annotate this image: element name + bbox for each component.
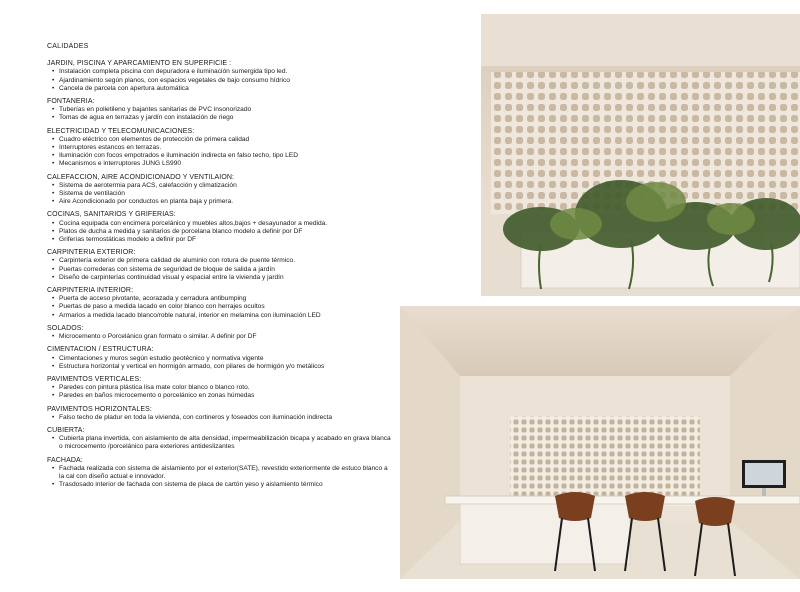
spec-section [47,211,392,244]
list-item: • Cocina equipada con encimera porcelánico y muebles altos,bajos + desayunador a medida. [59,220,392,228]
document-title: CALIDADES [47,43,89,50]
section-items [47,465,392,490]
section-items [47,333,392,341]
list-item: • Cancela de parcela con apertura automática [59,85,392,93]
section-heading: SOLADOS: [47,324,84,332]
list-item: • Tuberías en polietileno y bajantes sanitarias de PVC insonorizado [59,106,392,114]
spec-section [47,346,392,371]
specifications-list [47,43,392,494]
section-heading: CUBIERTA: [47,426,85,434]
list-item: • Cimentaciones y muros según estudio geotécnico y normativa vigente [59,355,392,363]
list-item: • Puerta de acceso pivotante, acorazada y cerradura antibumping [59,295,392,303]
list-item: • Diseño de carpinterías continuidad visual y espacial entre la vivienda y jardín [59,274,392,282]
list-item: • Interruptores estancos en terrazas. [59,144,392,152]
list-item: • Tomas de agua en terrazas y jardín con instalación de riego [59,114,392,122]
list-item: • Platos de ducha a medida y sanitarios de porcelana blanco modelo a definir por DF [59,228,392,236]
list-item: • Ajardinamiento según planos, con espacios vegetales de bajo consumo hídrico [59,77,392,85]
spec-section [47,325,392,341]
list-item: • Fachada realizada con sistema de aislamiento por el exterior(SATE), revestido exteriormente de estuco blanco a la cal con diseño actual e innovador. [59,465,392,481]
section-heading: PAVIMENTOS HORIZONTALES: [47,405,152,413]
list-item: • Carpintería exterior de primera calidad de aluminio con rotura de puente térmico. [59,257,392,265]
list-item: • Cuadro eléctrico con elementos de protección de primera calidad [59,136,392,144]
lattice-wall-image [481,14,800,296]
section-heading: FACHADA: [47,456,83,464]
interior-image [400,306,800,579]
list-item: • Paredes con pintura plástica lisa mate color blanco o blanco roto. [59,384,392,392]
section-items [47,136,392,169]
section-heading: CARPINTERIA EXTERIOR: [47,249,136,257]
list-item: • Sistema de aerotermia para ACS, calefacción y climatización [59,182,392,190]
section-items [47,355,392,371]
section-items [47,106,392,122]
list-item: • Aire Acondicionado por conductos en planta baja y primera. [59,198,392,206]
section-items [47,384,392,400]
lattice-wall-planter-photo [481,14,800,296]
section-items [47,414,392,422]
list-item: • Microcemento o Porcelánico gran formato o similar. A definir por DF [59,333,392,341]
section-heading: JARDIN, PISCINA Y APARCAMIENTO EN SUPERFICIE : [47,60,232,68]
spec-section [47,457,392,490]
section-items [47,182,392,207]
spec-section [47,249,392,282]
sections-container [47,60,392,489]
list-item: • Falso techo de pladur en toda la vivienda, con cortineros y foseados con iluminación indirecta [59,414,392,422]
list-item: • Paredes en baños microcemento o porcelánico en zonas húmedas [59,392,392,400]
section-heading: CALEFACCION, AIRE ACONDICIONADO Y VENTILAION: [47,173,235,181]
interior-desk-chairs-photo [400,306,800,579]
list-item: • Mecanismos e interruptores JUNG LS990 [59,160,392,168]
list-item: • Sistema de ventilación [59,190,392,198]
list-item: • Armarios a medida lacado blanco/roble natural, interior en melamina con iluminación LED [59,312,392,320]
section-heading: ELECTRICIDAD Y TELECOMUNICACIONES: [47,127,195,135]
spec-section [47,406,392,422]
list-item: • Puertas de paso a medida lacado en color blanco con herrajes ocultos [59,303,392,311]
section-heading: PAVIMENTOS VERTICALES: [47,375,142,383]
watermark: habitaclia [334,280,447,305]
section-items [47,257,392,282]
list-item: • Iluminación con focos empotrados e iluminación indirecta en falso techo, tipo LED [59,152,392,160]
list-item: • Puertas correderas con sistema de seguridad de bloque de salida a jardín [59,266,392,274]
section-items [47,435,392,451]
spec-section [47,128,392,169]
section-heading: CIMENTACION / ESTRUCTURA: [47,346,154,354]
section-heading: CARPINTERIA INTERIOR: [47,287,134,295]
spec-section [47,427,392,452]
list-item: • Trasdosado interior de fachada con sistema de placa de cartón yeso y aislamiento térmico [59,481,392,489]
section-items [47,220,392,245]
section-heading: COCINAS, SANITARIOS Y GRIFERIAS: [47,211,176,219]
spec-section [47,60,392,93]
list-item: • Griferías termostáticas modelo a definir por DF [59,236,392,244]
list-item: • Estructura horizontal y vertical en hormigón armado, con pilares de hormigón y/o metálicos [59,363,392,371]
list-item: • Instalación completa piscina con depuradora e iluminación sumergida tipo led. [59,68,392,76]
spec-section [47,98,392,123]
section-heading: FONTANERIA: [47,98,95,106]
section-items [47,68,392,93]
list-item: • Cubierta plana invertida, con aislamiento de alta densidad, impermeabilización bicapa y acabado en grava blanca o microcemento /porcelánico para exteriores antideslizantes [59,435,392,451]
spec-section [47,376,392,401]
spec-section [47,174,392,207]
